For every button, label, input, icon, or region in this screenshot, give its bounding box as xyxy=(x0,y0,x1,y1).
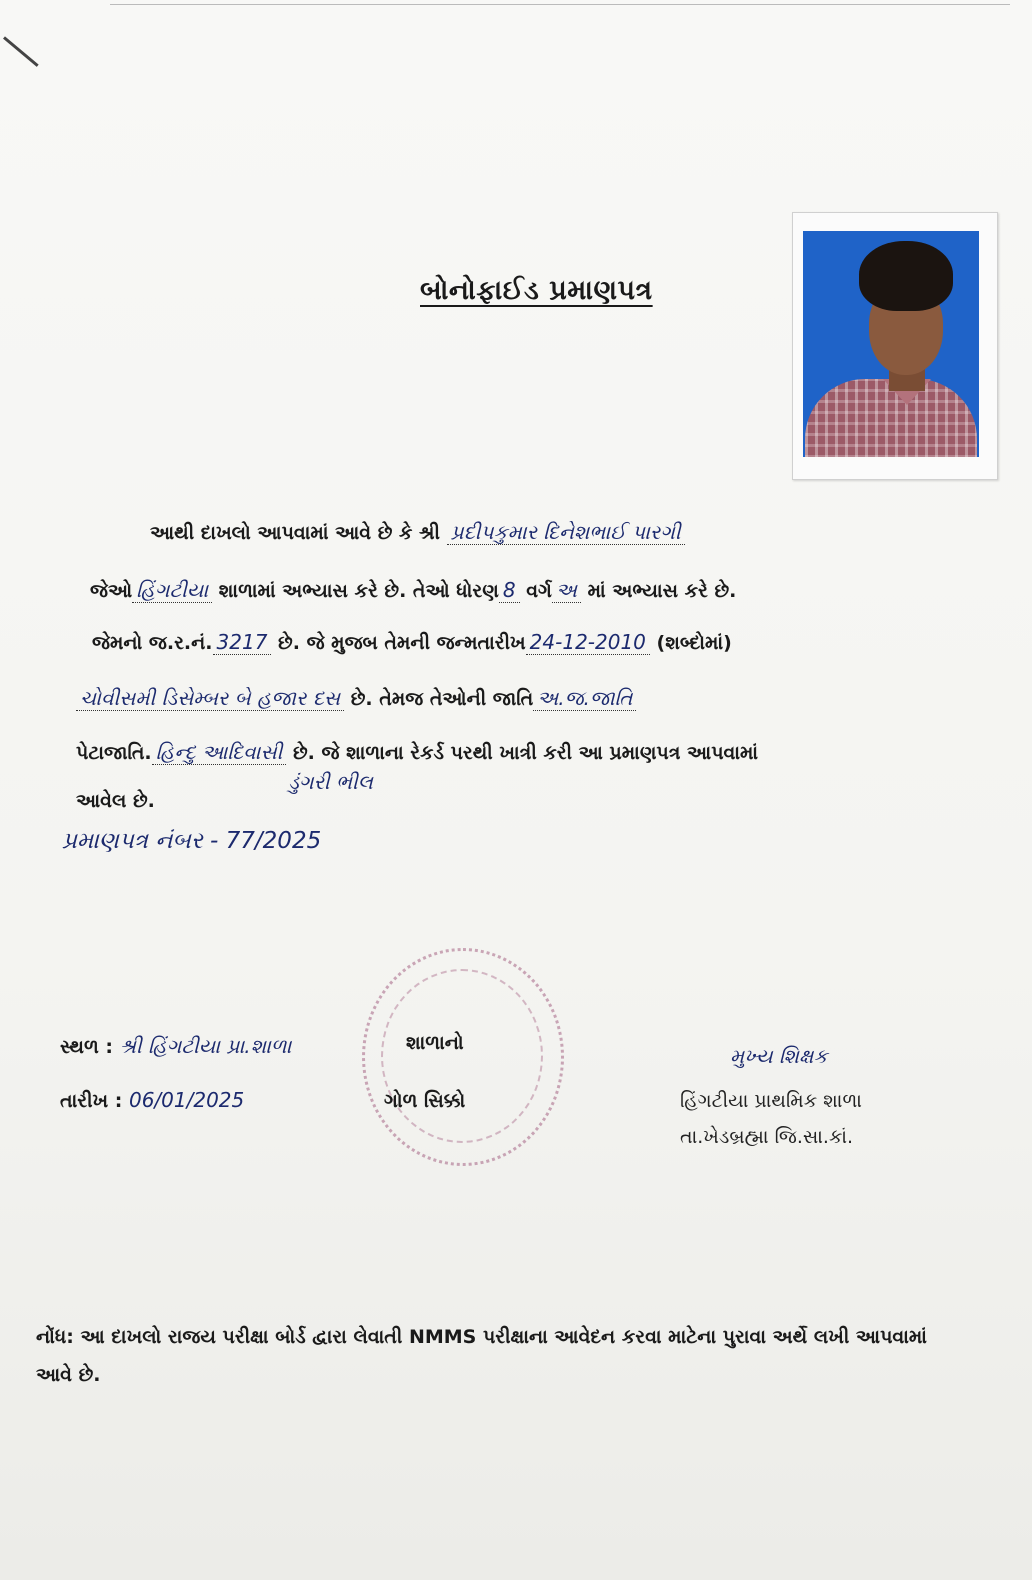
line-closing xyxy=(76,790,155,812)
footer-note: નોંધ: આ દાખલો રાજય પરીક્ષા બોર્ડ દ્વારા લેવાતી NMMS પરીક્ષાના આવેદન કરવા માટેના પુરાવા અર્થે લખી આપવામાં આવે છે. xyxy=(36,1326,927,1386)
class-label: વર્ગ xyxy=(526,580,552,602)
place-row xyxy=(60,1034,291,1058)
student-name-value: પ્રદીપકુમાર દિનેશભાઈ પારગી xyxy=(447,520,685,545)
line-student-name xyxy=(150,520,685,545)
date-label: તારીખ : xyxy=(60,1090,123,1112)
seal-label-line1: શાળાનો xyxy=(406,1032,464,1054)
line2-suffix: માં અભ્યાસ કરે છે. xyxy=(587,580,737,602)
scan-edge-line xyxy=(110,4,1010,5)
seal-inner-ring xyxy=(381,969,543,1143)
line-birthdate-words-caste xyxy=(76,686,636,711)
seal-label-line2: ગોળ સિક્કો xyxy=(384,1090,466,1112)
student-photo xyxy=(803,231,979,457)
birth-date-words-value: ચોવીસમી ડિસેમ્બર બે હજાર દસ xyxy=(76,686,344,711)
date-row xyxy=(60,1088,244,1112)
place-value: શ્રી હિંગટીયા પ્રા.શાળા xyxy=(119,1034,292,1058)
school-round-seal xyxy=(362,948,564,1166)
line-subcaste xyxy=(76,740,758,765)
line6-text: આવેલ છે. xyxy=(76,790,155,812)
principal-signature: મુખ્ય શિક્ષક xyxy=(730,1044,828,1068)
caste-value: અ.જ.જાતિ xyxy=(533,686,636,711)
line-gr-birthdate xyxy=(92,630,732,655)
sub-caste-extra-value: ડુંગરી ભીલ xyxy=(288,770,373,794)
line-school-standard xyxy=(90,578,736,603)
gr-number-value: 3217 xyxy=(213,630,272,655)
line3-middle: છે. જે મુજબ તેમની જન્મતારીખ xyxy=(278,632,526,654)
date-value: 06/01/2025 xyxy=(128,1088,245,1112)
line2-prefix: જેઓ xyxy=(90,580,133,602)
student-photo-frame xyxy=(792,212,998,480)
certificate-title: બોનોફાઈડ પ્રમાણપત્ર xyxy=(420,275,653,306)
principal-address-line: તા.ખેડબ્રહ્મા જિ.સા.કાં. xyxy=(680,1126,854,1148)
line4-middle: છે. તેમજ તેઓની જાતિ xyxy=(350,688,534,710)
line3-suffix: (શબ્દોમાં) xyxy=(656,632,732,654)
school-value: હિંગટીયા xyxy=(132,578,212,603)
line1-prefix: આથી દાખલો આપવામાં આવે છે કે શ્રી xyxy=(150,522,440,544)
standard-value: 8 xyxy=(499,578,520,603)
division-value: અ xyxy=(552,578,581,603)
line2-middle: શાળામાં અભ્યાસ કરે છે. તેઓ ધોરણ xyxy=(218,580,499,602)
principal-school-line: હિંગટીયા પ્રાથમિક શાળા xyxy=(680,1090,862,1112)
photo-hair-shape xyxy=(859,241,953,311)
place-label: સ્થળ : xyxy=(60,1036,114,1058)
sub-caste-value: હિન્દુ આદિવાસી xyxy=(152,740,287,765)
line3-prefix: જેમનો જ.ર.નં. xyxy=(92,632,213,654)
certificate-number: પ્રમાણપત્ર નંબર - 77/2025 xyxy=(62,828,322,854)
line5-suffix: છે. જે શાળાના રેકર્ડ પરથી ખાત્રી કરી આ પ્રમાણપત્ર આપવામાં xyxy=(292,742,759,764)
scan-corner-mark xyxy=(3,36,39,67)
line5-prefix: પેટાજાતિ. xyxy=(76,742,152,764)
birth-date-value: 24-12-2010 xyxy=(526,630,650,655)
